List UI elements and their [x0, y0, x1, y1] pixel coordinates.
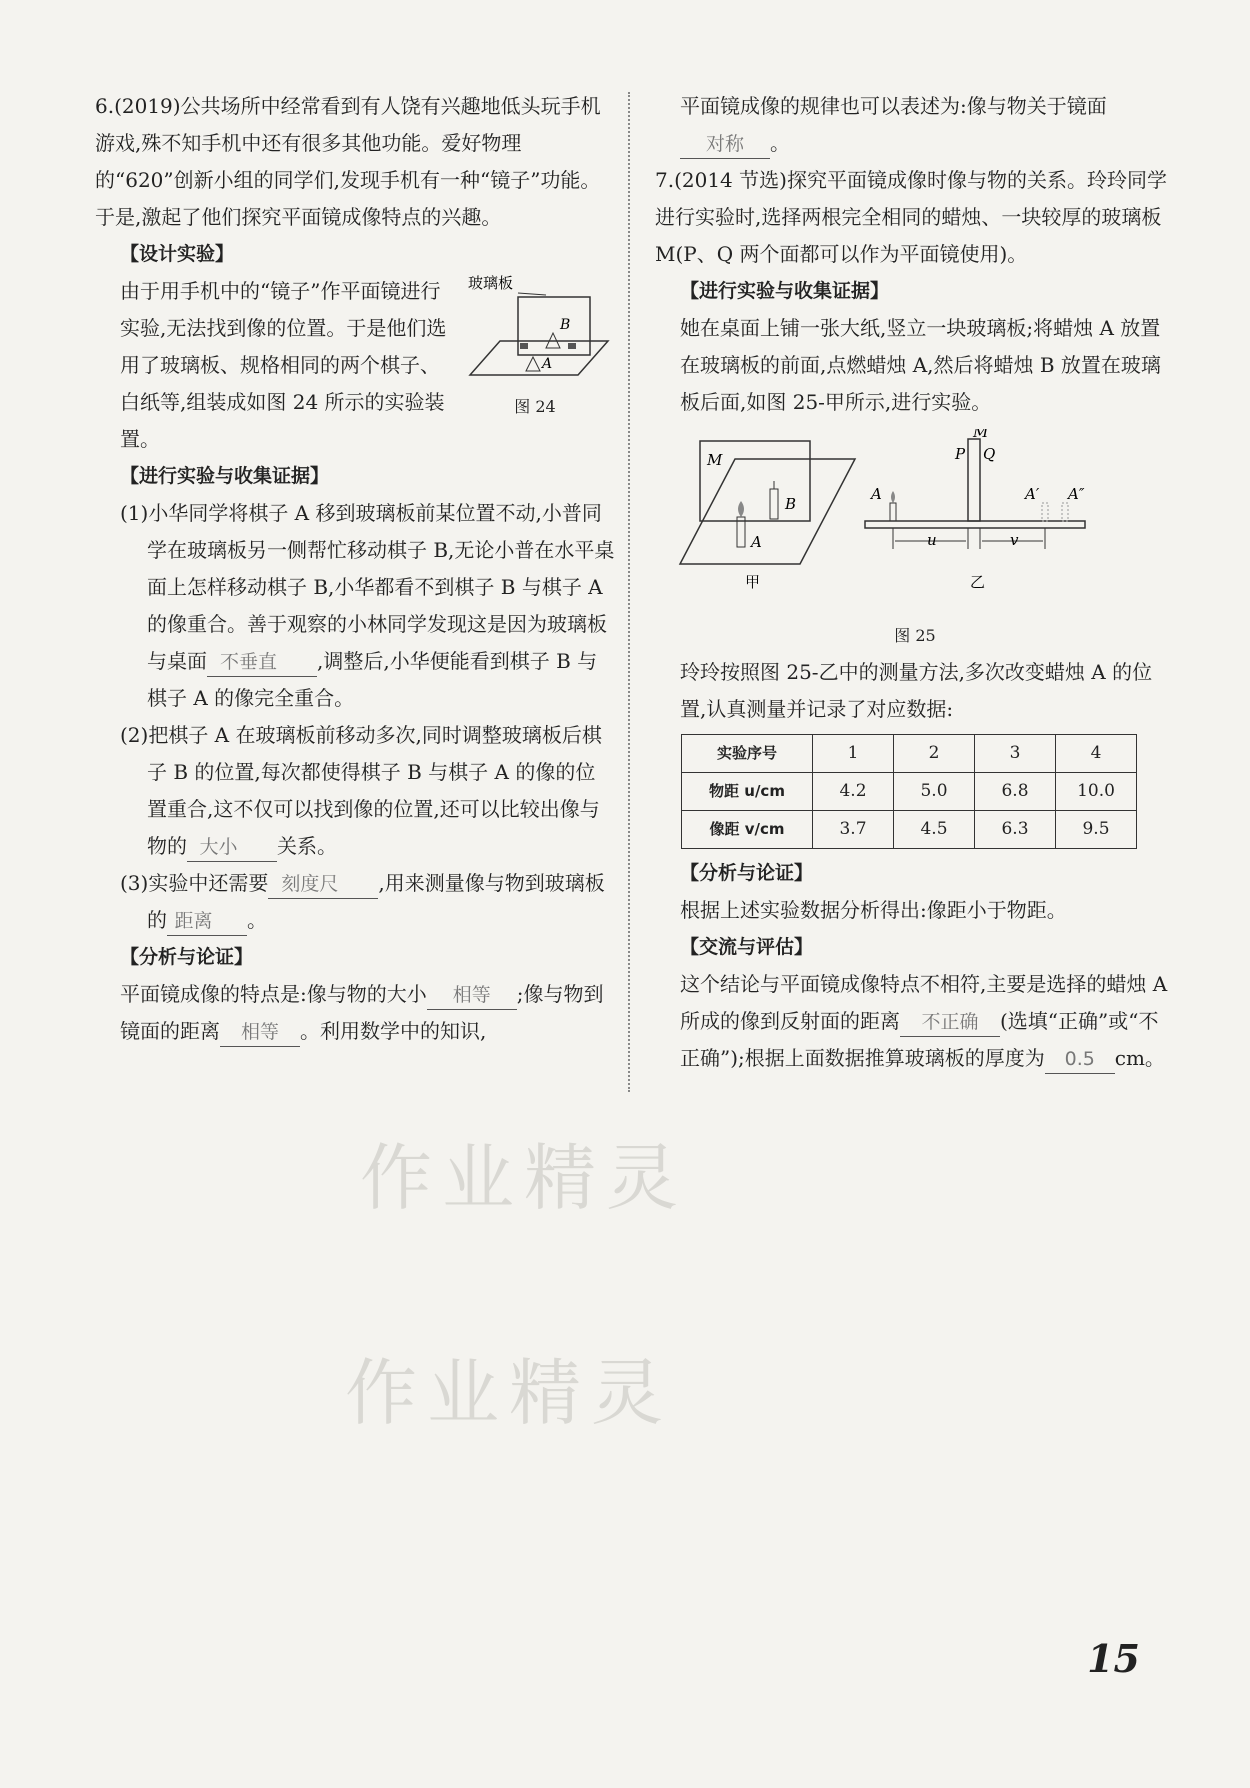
q6-design-block: [95, 273, 615, 458]
figure-25-label-q: Q: [983, 445, 996, 463]
table-row: [682, 735, 1137, 773]
q6-analysis-title: 【分析与论证】: [120, 946, 254, 968]
q6-design-text: 由于用手机中的“镜子”作平面镜进行实验,无法找到像的位置。于是他们选用了玻璃板、规格相同的两个棋子、白纸等,组装成如图 24 所示的实验装置。: [120, 279, 447, 451]
q6-step-3: (3)实验中还需要 刻度尺 ,用来测量像与物到玻璃板的 距离 。: [95, 865, 615, 939]
figure-25-label-a-prime: A′: [1025, 485, 1040, 503]
q7-analysis-text: 根据上述实验数据分析得出:像距小于物距。: [680, 898, 1067, 922]
table-cell: 1: [813, 735, 894, 773]
figure-24-diagram: [460, 273, 610, 388]
figure-25-label-a-right: A: [871, 485, 882, 503]
table-cell: 10.0: [1056, 773, 1137, 811]
q6-step-1: (1)小华同学将棋子 A 移到玻璃板前某位置不动,小普同学在玻璃板另一侧帮忙移动棋子 B,无论小普在水平桌面上怎样移动棋子 B,小华都看不到棋子 B 与棋子 A 的像重合。善于观察的小林同学发现这是因为玻璃板与桌面 不垂直 ,调整后,小华便能看到棋子 B 与棋子 A 的像完全重合。: [120, 501, 615, 710]
figure-25-label-v: v: [1010, 531, 1019, 549]
figure-24-glass-label: 玻璃板: [468, 274, 514, 292]
q7-procedure-text: 她在桌面上铺一张大纸,竖立一块玻璃板;将蜡烛 A 放置在玻璃板的前面,点燃蜡烛 A,然后将蜡烛 B 放置在玻璃板后面,如图 25-甲所示,进行实验。: [680, 316, 1161, 414]
watermark: 作业精灵: [360, 1136, 689, 1220]
figure-24-caption: 图 24: [514, 397, 556, 416]
figure-25-label-p: P: [955, 445, 966, 463]
table-cell: 9.5: [1056, 811, 1137, 849]
table-cell: 3: [975, 735, 1056, 773]
figure-25-label-m-left: M: [707, 451, 723, 469]
q7-intro: 7.(2014 节选)探究平面镜成像时像与物的关系。玲玲同学进行实验时,选择两根完全相同的蜡烛、一块较厚的玻璃板 M(P、Q 两个面都可以作为平面镜使用)。: [655, 168, 1167, 266]
answer-blank-1[interactable]: 不垂直: [207, 648, 317, 677]
left-column: [95, 88, 615, 1050]
answer-blank-8[interactable]: 不正确: [900, 1008, 1000, 1037]
right-column: [655, 88, 1170, 1077]
column-divider: [628, 92, 630, 1092]
answer-blank-5[interactable]: 相等: [427, 981, 517, 1010]
answer-blank-7[interactable]: 对称: [680, 130, 770, 159]
table-row: [682, 811, 1137, 849]
table-cell: 3.7: [813, 811, 894, 849]
figure-25-label-a-left: A: [751, 533, 762, 551]
table-cell: 5.0: [894, 773, 975, 811]
q6-analysis-continued: 平面镜成像的规律也可以表述为:像与物关于镜面对称 。: [655, 88, 1170, 162]
figure-24-label-b: B: [560, 317, 571, 333]
q7-analysis-title: 【分析与论证】: [680, 862, 814, 884]
table-header-trial: 实验序号: [682, 735, 813, 773]
table-cell: 6.8: [975, 773, 1056, 811]
q7-eval-text: 这个结论与平面镜成像特点不相符,主要是选择的蜡烛 A 所成的像到反射面的距离 不正确 (选填“正确”或“不正确”);根据上面数据推算玻璃板的厚度为 0.5 cm。: [655, 966, 1170, 1077]
figure-25-label-m-right: M: [973, 429, 989, 441]
figure-25-yi: [865, 429, 1085, 549]
figure-25-jia: [680, 441, 855, 564]
figure-25: [665, 429, 1165, 654]
figure-25-caption-yi: 乙: [970, 573, 986, 591]
q7-measure-text: 玲玲按照图 25-乙中的测量方法,多次改变蜡烛 A 的位置,认真测量并记录了对应数据:: [680, 660, 1153, 721]
table-cell: 6.3: [975, 811, 1056, 849]
figure-25-label-u: u: [927, 531, 937, 549]
answer-blank-2[interactable]: 大小: [187, 833, 277, 862]
answer-blank-6[interactable]: 相等: [220, 1018, 300, 1047]
table-cell: 4.2: [813, 773, 894, 811]
figure-25-caption-jia: 甲: [745, 573, 761, 591]
table-header-object-distance: 物距 u/cm: [682, 773, 813, 811]
figure-25-label-b: B: [785, 495, 797, 513]
figure-24: [460, 273, 610, 425]
figure-25-diagram: [665, 429, 1165, 604]
table-cell: 4.5: [894, 811, 975, 849]
q6-design-title: 【设计实验】: [120, 243, 235, 265]
answer-blank-4[interactable]: 距离: [167, 907, 247, 936]
answer-blank-9[interactable]: 0.5: [1045, 1045, 1115, 1074]
figure-25-label-a-double-prime: A″: [1068, 485, 1085, 503]
page-number: 15: [1087, 1636, 1140, 1681]
table-header-image-distance: 像距 v/cm: [682, 811, 813, 849]
q6-analysis-text: 平面镜成像的特点是:像与物的大小 相等 ;像与物到镜面的距离 相等 。利用数学中的知识,: [95, 976, 615, 1050]
table-cell: 4: [1056, 735, 1137, 773]
q6-procedure-title: 【进行实验与收集证据】: [120, 465, 330, 487]
table-row: [682, 773, 1137, 811]
q7-procedure-title: 【进行实验与收集证据】: [680, 280, 890, 302]
watermark: 作业精灵: [345, 1351, 674, 1435]
answer-blank-3[interactable]: 刻度尺: [268, 870, 378, 899]
q6-intro: 6.(2019)公共场所中经常看到有人饶有兴趣地低头玩手机游戏,殊不知手机中还有很多其他功能。爱好物理的“620”创新小组的同学们,发现手机有一种“镜子”功能。于是,激起了他们探究平面镜成像特点的兴趣。: [95, 94, 601, 229]
figure-25-caption: 图 25: [894, 626, 936, 645]
table-cell: 2: [894, 735, 975, 773]
data-table: [681, 734, 1137, 849]
q7-eval-title: 【交流与评估】: [680, 936, 814, 958]
figure-24-label-a: A: [542, 356, 553, 372]
q6-step-2: (2)把棋子 A 在玻璃板前移动多次,同时调整玻璃板后棋子 B 的位置,每次都使得棋子 B 与棋子 A 的像的位置重合,这不仅可以找到像的位置,还可以比较出像与物的 大小 关系。: [95, 717, 615, 865]
